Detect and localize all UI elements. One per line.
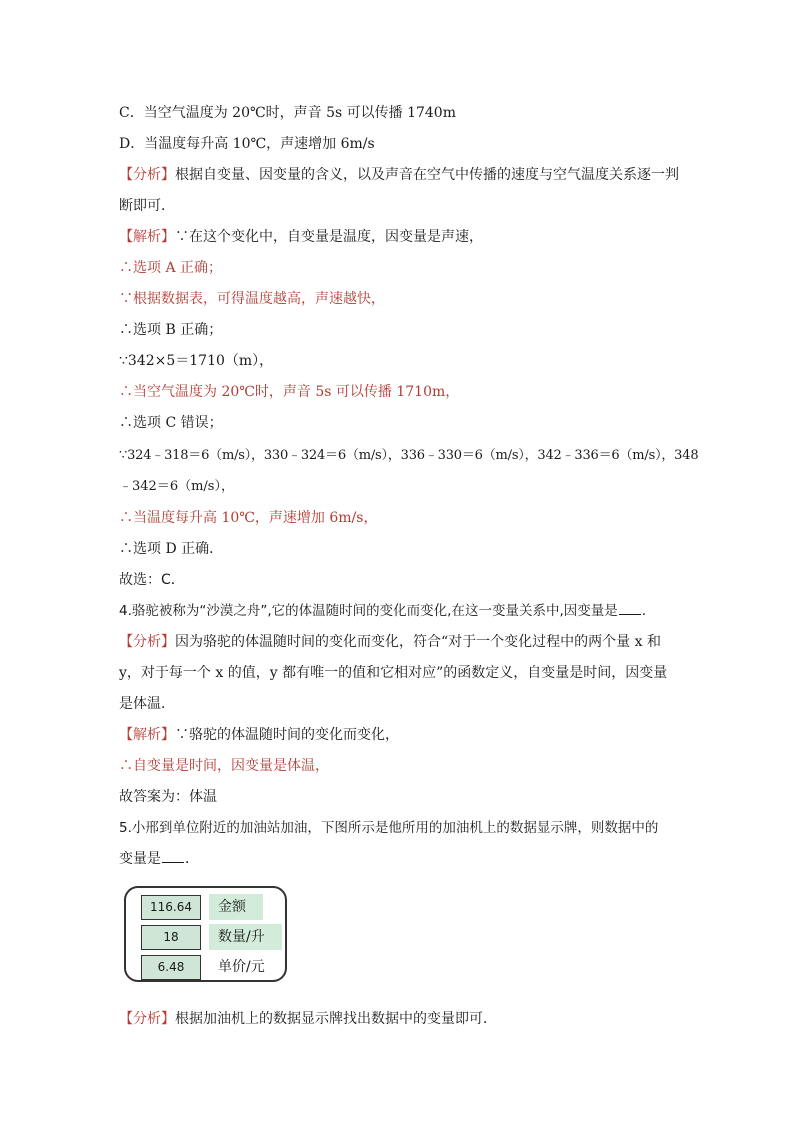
option-d: D．当温度每升高 10℃，声速增加 6m/s xyxy=(119,136,375,152)
solution-step: ∴选项 C 错误； xyxy=(119,415,223,431)
question-end: ． xyxy=(641,603,656,619)
solution-step: ∵342×5＝1710（m）， xyxy=(119,353,274,369)
question-text: 4.骆驼被称为“沙漠之舟”,它的体温随时间的变化而变化,在这一变量关系中,因变量是 xyxy=(119,603,618,619)
solution-step: ∴选项 B 正确； xyxy=(119,322,223,338)
solution-step: ∴当温度每升高 10℃，声速增加 6m/s， xyxy=(119,510,378,526)
analysis-4 xyxy=(119,632,661,652)
solution-text: ∵在这个变化中，自变量是温度，因变量是声速， xyxy=(175,229,483,245)
analysis-tag: 【分析】 xyxy=(119,1011,175,1027)
answer-4: 故答案为：体温 xyxy=(119,789,217,805)
price-value: 6.48 xyxy=(141,955,201,980)
solution-step: ∵324﹣318＝6（m/s），330﹣324＝6（m/s），336﹣330＝6（m/s），342﹣336＝6（m/s），348 xyxy=(119,448,699,463)
analysis-5 xyxy=(119,1009,497,1029)
amount-label: 金额 xyxy=(209,894,263,920)
amount-value: 116.64 xyxy=(141,895,201,920)
option-c: C．当空气温度为 20℃时，声音 5s 可以传播 1740m xyxy=(119,105,456,121)
question-end: ． xyxy=(185,851,199,867)
answer-blank xyxy=(162,850,184,863)
solution-text: ∵骆驼的体温随时间的变化而变化， xyxy=(175,727,399,743)
answer-blank xyxy=(619,602,641,615)
solution-step: ∴选项 D 正确． xyxy=(119,541,224,557)
analysis-tag: 【分析】 xyxy=(119,634,175,650)
solution-tag: 【解析】 xyxy=(119,229,175,245)
solution-3 xyxy=(119,227,483,247)
analysis-4-cont: 是体温． xyxy=(119,696,175,712)
analysis-text: 根据加油机上的数据显示牌找出数据中的变量即可． xyxy=(175,1011,497,1027)
question-5: 5.小邢到单位附近的加油站加油，下图所示是他所用的加油机上的数据显示牌，则数据中的 xyxy=(119,820,659,836)
analysis-4-cont: y，对于每一个 x 的值，y 都有唯一的值和它相对应”的函数定义，自变量是时间，因变量 xyxy=(119,665,668,681)
solution-step: ∵根据数据表，可得温度越高，声速越快， xyxy=(119,291,385,307)
step-text: ∴选项 A 正确； xyxy=(119,260,223,276)
solution-step: ∴当空气温度为 20℃时，声音 5s 可以传播 1710m， xyxy=(119,384,460,400)
volume-label: 数量/升 xyxy=(209,924,282,950)
solution-tag: 【解析】 xyxy=(119,727,175,743)
analysis-tag: 【分析】 xyxy=(119,167,175,183)
solution-step xyxy=(119,258,222,278)
solution-step: ﹣342＝6（m/s）， xyxy=(119,479,234,494)
solution-step: ∴自变量是时间，因变量是体温， xyxy=(119,758,329,774)
answer-3: 故选：C． xyxy=(119,572,185,588)
question-5-cont xyxy=(119,849,199,869)
solution-4 xyxy=(119,725,399,745)
question-text: 变量是 xyxy=(119,851,161,867)
question-4 xyxy=(119,601,655,621)
analysis-3 xyxy=(119,165,679,185)
analysis-text: 因为骆驼的体温随时间的变化而变化，符合“对于一个变化过程中的两个量 x 和 xyxy=(175,634,661,650)
analysis-text: 根据自变量、因变量的含义，以及声音在空气中传播的速度与空气温度关系逐一判 xyxy=(175,167,679,183)
price-label: 单价/元 xyxy=(218,959,265,975)
analysis-3-cont: 断即可． xyxy=(119,198,175,214)
volume-value: 18 xyxy=(141,925,201,950)
